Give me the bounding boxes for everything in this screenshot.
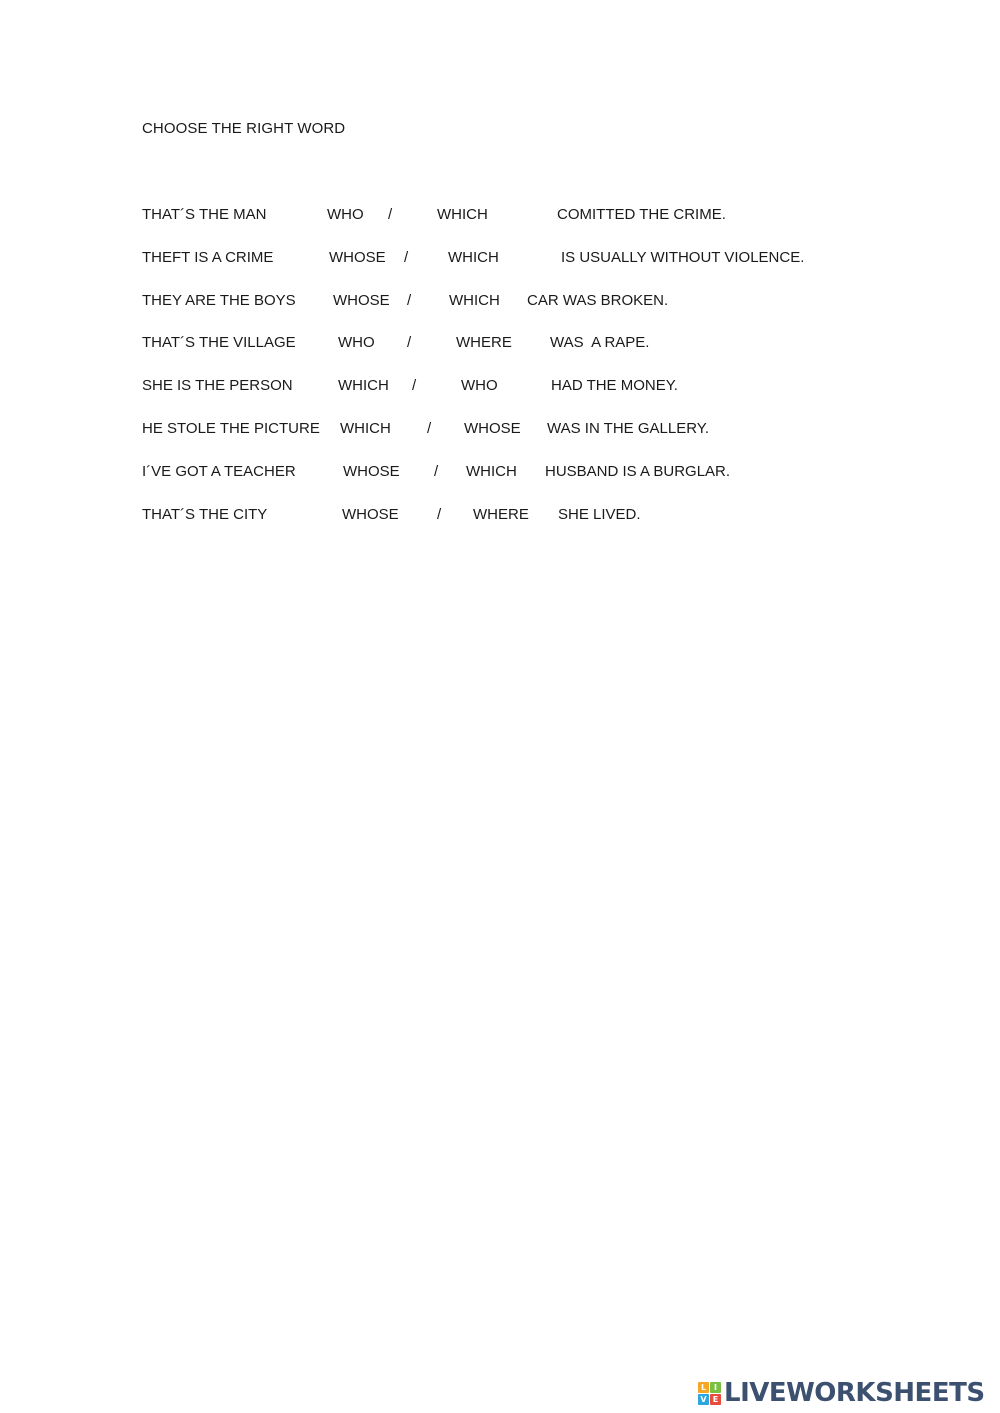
sentence-end: CAR WAS BROKEN. (527, 292, 669, 309)
option-1[interactable]: WHICH (338, 377, 389, 394)
option-2[interactable]: WHOSE (464, 420, 521, 437)
sentence-start: THEFT IS A CRIME (142, 249, 274, 266)
option-2[interactable]: WHICH (448, 249, 499, 266)
option-separator: / (404, 249, 409, 266)
option-1[interactable]: WHO (327, 206, 364, 223)
sentence-row (0, 249, 1000, 269)
sentence-row (0, 420, 1000, 440)
sentence-row (0, 463, 1000, 483)
sentence-end: SHE LIVED. (558, 506, 641, 523)
sentence-start: THAT´S THE VILLAGE (142, 334, 296, 351)
option-2[interactable]: WHICH (437, 206, 488, 223)
sentence-row (0, 377, 1000, 397)
option-2[interactable]: WHICH (466, 463, 517, 480)
option-1[interactable]: WHOSE (343, 463, 400, 480)
logo-letter: L (698, 1382, 709, 1393)
option-2[interactable]: WHERE (473, 506, 529, 523)
option-separator: / (412, 377, 417, 394)
option-1[interactable]: WHO (338, 334, 375, 351)
sentence-start: SHE IS THE PERSON (142, 377, 293, 394)
option-separator: / (434, 463, 439, 480)
option-1[interactable]: WHOSE (329, 249, 386, 266)
sentence-start: THAT´S THE CITY (142, 506, 268, 523)
sentence-row (0, 206, 1000, 226)
option-2[interactable]: WHO (461, 377, 498, 394)
sentence-start: THAT´S THE MAN (142, 206, 267, 223)
option-1[interactable]: WHICH (340, 420, 391, 437)
logo-letter: I (710, 1382, 721, 1393)
option-2[interactable]: WHERE (456, 334, 512, 351)
brand-name: LIVEWORKSHEETS (724, 1378, 985, 1408)
sentence-row (0, 292, 1000, 312)
live-icon (698, 1382, 721, 1405)
sentence-start: THEY ARE THE BOYS (142, 292, 296, 309)
option-separator: / (437, 506, 442, 523)
sentence-end: HAD THE MONEY. (551, 377, 678, 394)
liveworksheets-logo (698, 1378, 985, 1408)
sentence-end: IS USUALLY WITHOUT VIOLENCE. (561, 249, 805, 266)
option-2[interactable]: WHICH (449, 292, 500, 309)
option-1[interactable]: WHOSE (342, 506, 399, 523)
option-separator: / (388, 206, 393, 223)
logo-letter: V (698, 1394, 709, 1405)
sentence-row (0, 334, 1000, 354)
worksheet-title: CHOOSE THE RIGHT WORD (142, 120, 346, 137)
sentence-end: WAS A RAPE. (550, 334, 650, 351)
sentence-start: I´VE GOT A TEACHER (142, 463, 296, 480)
option-separator: / (407, 334, 412, 351)
sentence-row (0, 506, 1000, 526)
sentence-end: WAS IN THE GALLERY. (547, 420, 710, 437)
option-1[interactable]: WHOSE (333, 292, 390, 309)
logo-letter: E (710, 1394, 721, 1405)
sentence-end: HUSBAND IS A BURGLAR. (545, 463, 731, 480)
sentence-end: COMITTED THE CRIME. (557, 206, 726, 223)
option-separator: / (427, 420, 432, 437)
option-separator: / (407, 292, 412, 309)
sentence-start: HE STOLE THE PICTURE (142, 420, 320, 437)
